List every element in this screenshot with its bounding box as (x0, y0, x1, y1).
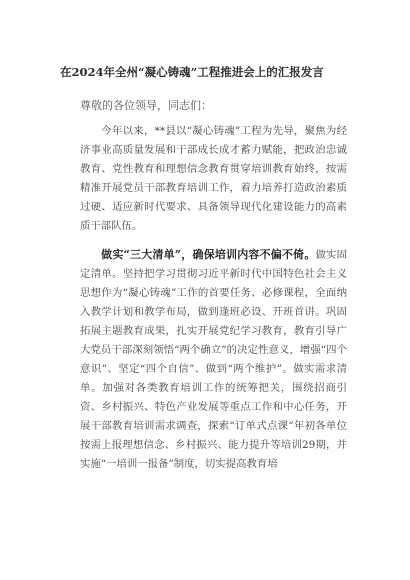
salutation: 尊敬的各位领导，同志们： (80, 99, 212, 112)
paragraph-three-lists-text: 做实固定清单。坚持把学习贯彻习近平新时代中国特色社会主义思想作为“凝心铸魂”工作的首要任务、必修课程，全面纳入教学计划和教学布局，做到逢班必设、开班首讲。巩固拓展主题教育成果，扎实开展党纪学习教育，教育引导广大党员干部深刻领悟“两个确立”的决定性意义，增强“四个意识”、坚定“四个自信”、做到“两个维护”。做实需求清单。加强对各类教育培训工作的统筹把关，围绕招商引资、乡村振兴、特色产业发展等重点工作和中心任务，开展干部教育培训需求调查，探索“订单式点课”年初各单位按需上报理想信念、乡村振兴、能力提升等培训29期，并实施“一培训一报备”制度，切实提高教育培 (80, 249, 348, 470)
paragraph-lead-heading: 做实“三大清单”，确保培训内容不偏不倚。 (101, 248, 316, 261)
document-title: 在2024年全州“凝心铸魂”工程推进会上的汇报发言 (60, 65, 324, 79)
paragraph-intro (80, 122, 347, 236)
paragraph-intro-text: 今年以来，**县以“凝心铸魂”工程为先导，聚焦为经济事业高质量发展和干部成长成才蓄力赋能，把政治忠诚教育、党性教育和理想信念教育贯穿培训教育始终，按需精准开展党员干部教育培训工作，着力培养打造政治素质过硬、适应新时代要求、具备领导现代化建设能力的高素质干部队伍。 (80, 125, 347, 232)
paragraph-three-lists (80, 245, 347, 474)
